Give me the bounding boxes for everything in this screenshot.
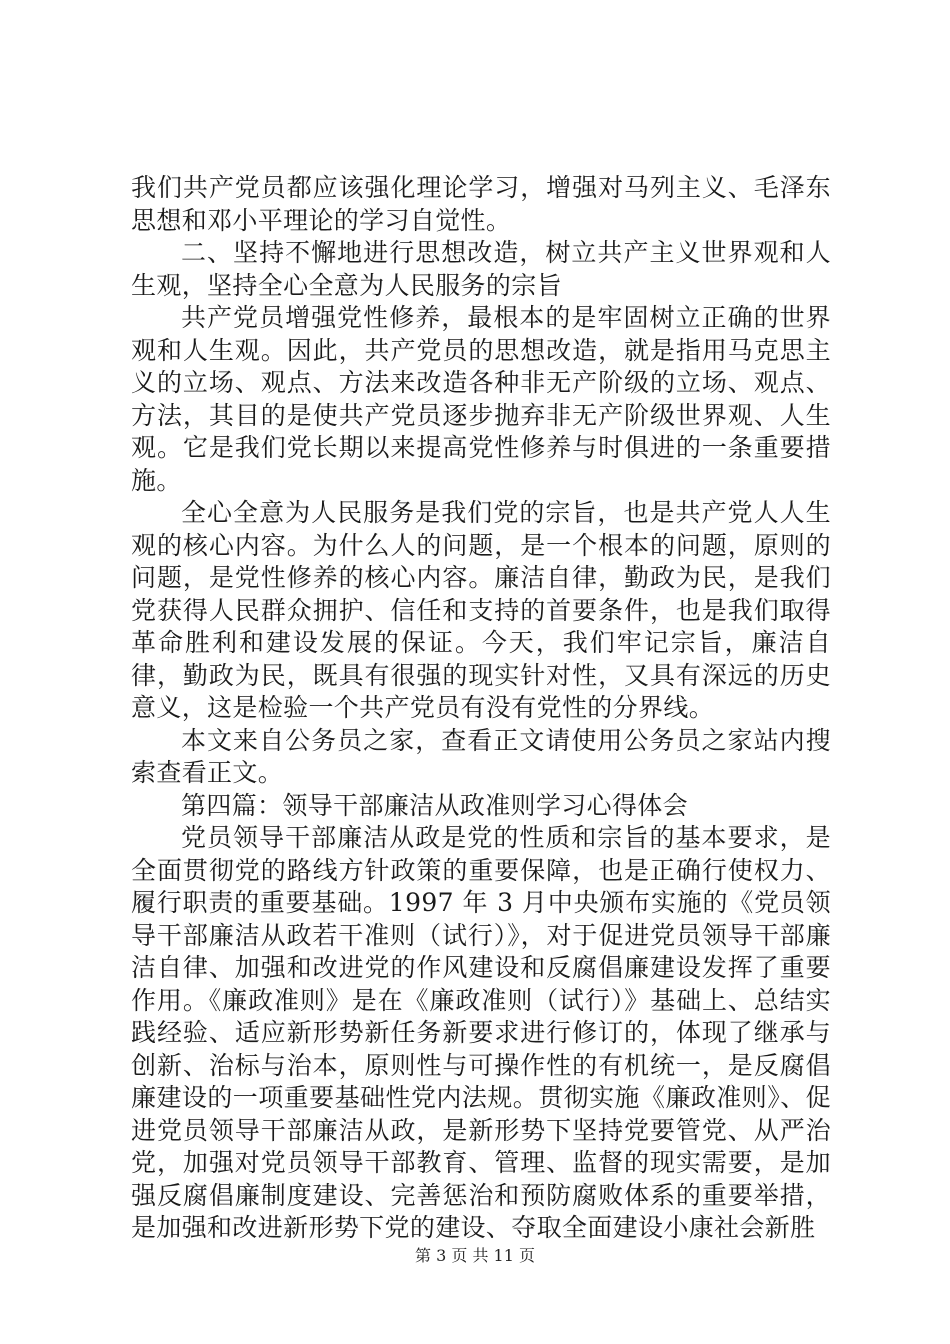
paragraph-integrity-rules: 党员领导干部廉洁从政是党的性质和宗旨的基本要求，是全面贯彻党的路线方针政策的重要保障，也是正确行使权力、履行职责的重要基础。1997 年 3 月中央颁布实施的《党员领导干部廉洁从政若干准则（试行）》，对于促进党员领导干部廉洁自律、加强和改进党的作风建设和反腐倡廉建设发挥了重要作用。《廉政准则》是在《廉政准则（试行）》基础上、总结实践经验、适应新形势新任务新要求进行修订的，体现了继承与创新、治标与治本，原则性与可操作性的有机统一，是反腐倡廉建设的一项重要基础性党内法规。贯彻实施《廉政准则》、促进党员领导干部廉洁从政，是新形势下坚持党要管党、从严治党，加强对党员领导干部教育、管理、监督的现实需要，是加强反腐倡廉制度建设、完善惩治和预防腐败体系的重要举措，是加强和改进新形势下党的建设、夺取全面建设小康社会新胜: [131, 823, 831, 1242]
section-heading-two: 二、坚持不懈地进行思想改造，树立共产主义世界观和人生观，坚持全心全意为人民服务的宗旨: [131, 238, 831, 300]
paragraph-serve-people: 全心全意为人民服务是我们党的宗旨，也是共产党人人生观的核心内容。为什么人的问题，是一个根本的问题，原则的问题，是党性修养的核心内容。廉洁自律，勤政为民，是我们党获得人民群众拥护、信任和支持的首要条件，也是我们取得革命胜利和建设发展的保证。今天，我们牢记宗旨，廉洁自律，勤政为民，既具有很强的现实针对性，又具有深远的历史意义，这是检验一个共产党员有没有党性的分界线。: [131, 498, 831, 722]
paragraph-continuation: 我们共产党员都应该强化理论学习，增强对马列主义、毛泽东思想和邓小平理论的学习自觉性。: [131, 173, 831, 235]
document-body: [131, 172, 831, 1245]
paragraph-worldview: 共产党员增强党性修养，最根本的是牢固树立正确的世界观和人生观。因此，共产党员的思想改造，就是指用马克思主义的立场、观点、方法来改造各种非无产阶级的立场、观点、方法，其目的是使共产党员逐步抛弃非无产阶级世界观、人生观。它是我们党长期以来提高党性修养与时俱进的一条重要措施。: [131, 303, 831, 495]
chapter-title-four: 第四篇：领导干部廉洁从政准则学习心得体会: [181, 790, 689, 820]
source-note: 本文来自公务员之家，查看正文请使用公务员之家站内搜索查看正文。: [131, 725, 831, 787]
page-number-footer: 第 3 页 共 11 页: [415, 1246, 535, 1265]
